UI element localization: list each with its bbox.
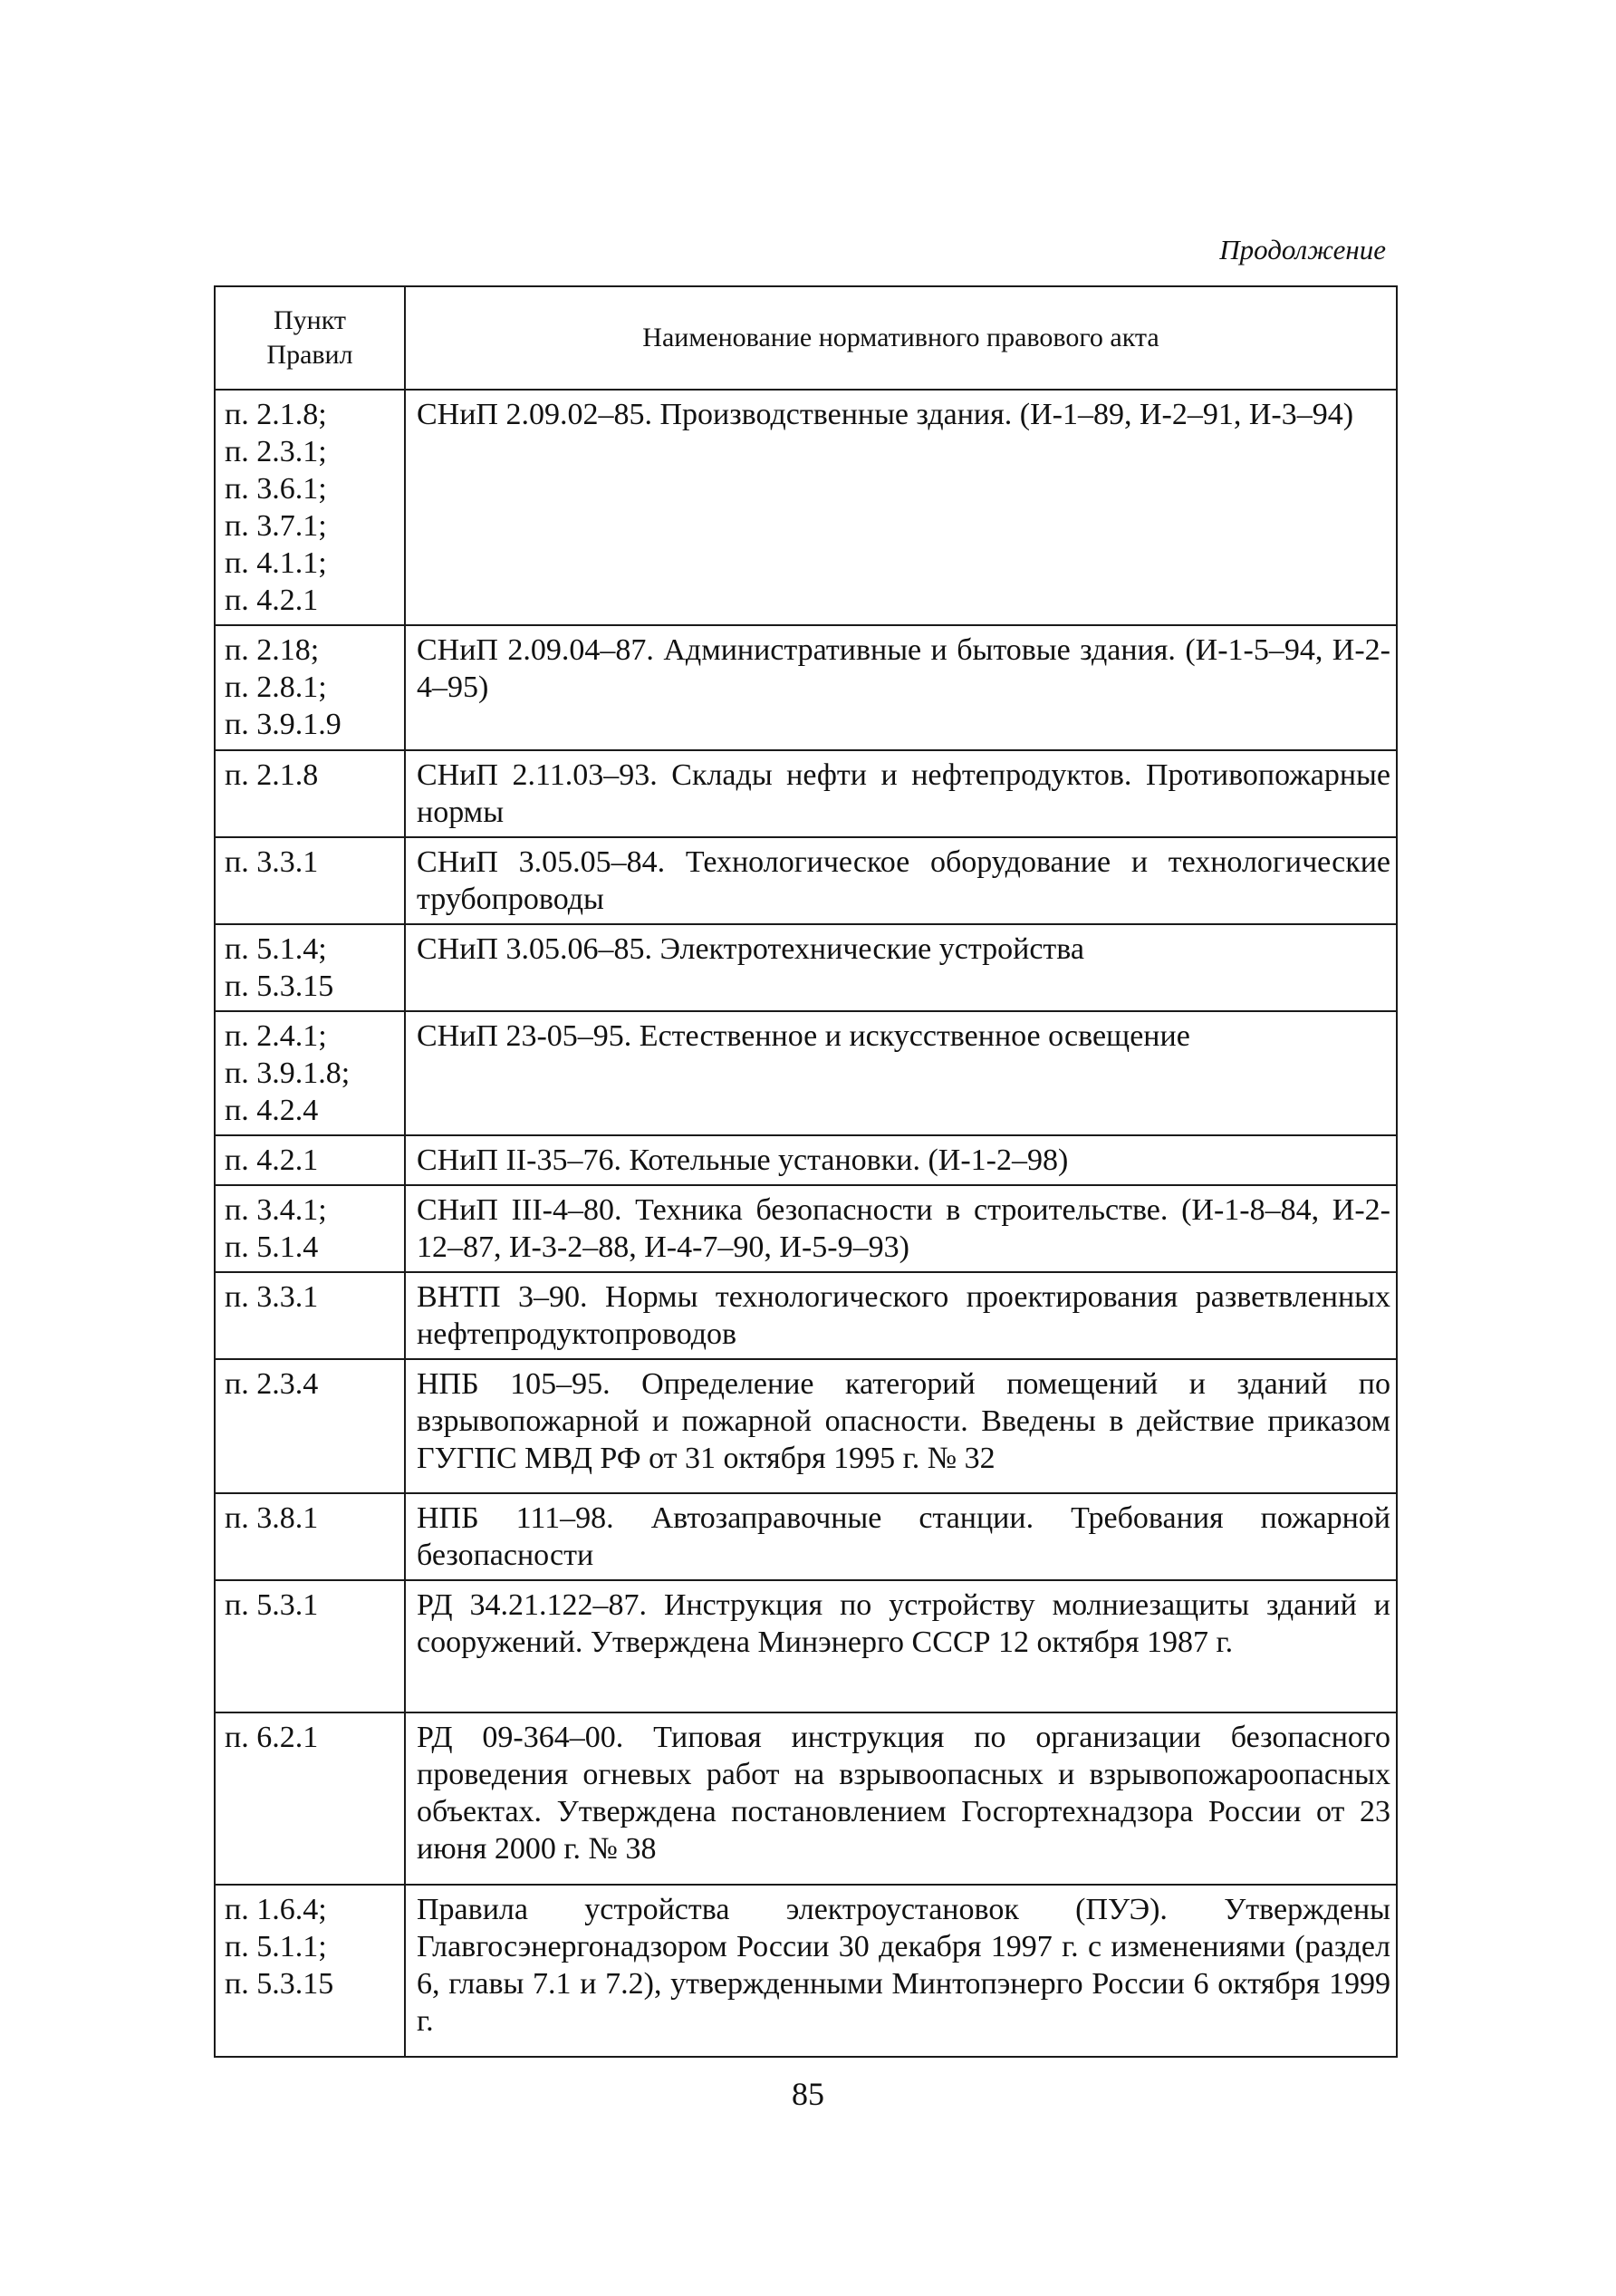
table-row bbox=[215, 1135, 1397, 1185]
act-cell: СНиП 2.11.03–93. Склады нефти и нефтепродуктов. Противопожарные нормы bbox=[405, 750, 1397, 837]
column-header-clause: Пункт Правил bbox=[215, 286, 405, 390]
clause-cell: п. 2.1.8 bbox=[215, 750, 405, 837]
clause-cell: п. 2.18; п. 2.8.1; п. 3.9.1.9 bbox=[215, 625, 405, 750]
table-header-row bbox=[215, 286, 1397, 390]
act-cell: СНиП 3.05.05–84. Технологическое оборудование и технологические трубопроводы bbox=[405, 837, 1397, 924]
table-row bbox=[215, 1885, 1397, 2057]
column-header-act: Наименование нормативного правового акта bbox=[405, 286, 1397, 390]
act-cell: СНиП 3.05.06–85. Электротехнические устройства bbox=[405, 924, 1397, 1011]
clause-cell: п. 6.2.1 bbox=[215, 1712, 405, 1885]
clause-cell: п. 2.1.8; п. 2.3.1; п. 3.6.1; п. 3.7.1; п. 4.1.1; п. 4.2.1 bbox=[215, 390, 405, 625]
table-row bbox=[215, 1359, 1397, 1493]
table-row bbox=[215, 750, 1397, 837]
table-row bbox=[215, 1185, 1397, 1272]
clause-cell: п. 3.3.1 bbox=[215, 837, 405, 924]
act-cell: СНиП 2.09.04–87. Административные и бытовые здания. (И-1-5–94, И-2-4–95) bbox=[405, 625, 1397, 750]
page-number: 85 bbox=[792, 2076, 824, 2112]
table-row bbox=[215, 1580, 1397, 1712]
act-cell: РД 34.21.122–87. Инструкция по устройству молниезащиты зданий и сооружений. Утверждена Минэнерго СССР 12 октября 1987 г. bbox=[405, 1580, 1397, 1712]
act-cell: РД 09-364–00. Типовая инструкция по организации безопасного проведения огневых работ на взрывоопасных и взрывопожароопасных объектах. Утверждена постановлением Госгортехнадзора России от 23 июня 2000 г. № 38 bbox=[405, 1712, 1397, 1885]
table-row bbox=[215, 924, 1397, 1011]
act-cell: СНиП 23-05–95. Естественное и искусственное освещение bbox=[405, 1011, 1397, 1135]
clause-cell: п. 1.6.4; п. 5.1.1; п. 5.3.15 bbox=[215, 1885, 405, 2057]
clause-cell: п. 2.3.4 bbox=[215, 1359, 405, 1493]
table-row bbox=[215, 390, 1397, 625]
act-cell: Правила устройства электроустановок (ПУЭ). Утверждены Главгосэнергонадзором России 30 декабря 1997 г. с изменениями (раздел 6, главы 7.1 и 7.2), утвержденными Минтопэнерго России 6 октября 1999 г. bbox=[405, 1885, 1397, 2057]
act-cell: СНиП III-4–80. Техника безопасности в строительстве. (И-1-8–84, И-2-12–87, И-3-2–88, И-4-7–90, И-5-9–93) bbox=[405, 1185, 1397, 1272]
regulations-table bbox=[214, 285, 1398, 2058]
clause-cell: п. 4.2.1 bbox=[215, 1135, 405, 1185]
clause-cell: п. 3.8.1 bbox=[215, 1493, 405, 1580]
continuation-label: Продолжение bbox=[1219, 234, 1386, 265]
clause-cell: п. 3.3.1 bbox=[215, 1272, 405, 1359]
clause-cell: п. 3.4.1; п. 5.1.4 bbox=[215, 1185, 405, 1272]
act-cell: ВНТП 3–90. Нормы технологического проектирования разветвленных нефтепродуктопроводов bbox=[405, 1272, 1397, 1359]
act-cell: НПБ 111–98. Автозаправочные станции. Требования пожарной безопасности bbox=[405, 1493, 1397, 1580]
table-row bbox=[215, 1272, 1397, 1359]
clause-cell: п. 5.1.4; п. 5.3.15 bbox=[215, 924, 405, 1011]
act-cell: СНиП II-35–76. Котельные установки. (И-1-2–98) bbox=[405, 1135, 1397, 1185]
table-row bbox=[215, 625, 1397, 750]
table-row bbox=[215, 1493, 1397, 1580]
clause-cell: п. 5.3.1 bbox=[215, 1580, 405, 1712]
table-row bbox=[215, 1712, 1397, 1885]
table-row bbox=[215, 1011, 1397, 1135]
table-row bbox=[215, 837, 1397, 924]
act-cell: НПБ 105–95. Определение категорий помещений и зданий по взрывопожарной и пожарной опасности. Введены в действие приказом ГУГПС МВД РФ от 31 октября 1995 г. № 32 bbox=[405, 1359, 1397, 1493]
clause-cell: п. 2.4.1; п. 3.9.1.8; п. 4.2.4 bbox=[215, 1011, 405, 1135]
act-cell: СНиП 2.09.02–85. Производственные здания. (И-1–89, И-2–91, И-3–94) bbox=[405, 390, 1397, 625]
